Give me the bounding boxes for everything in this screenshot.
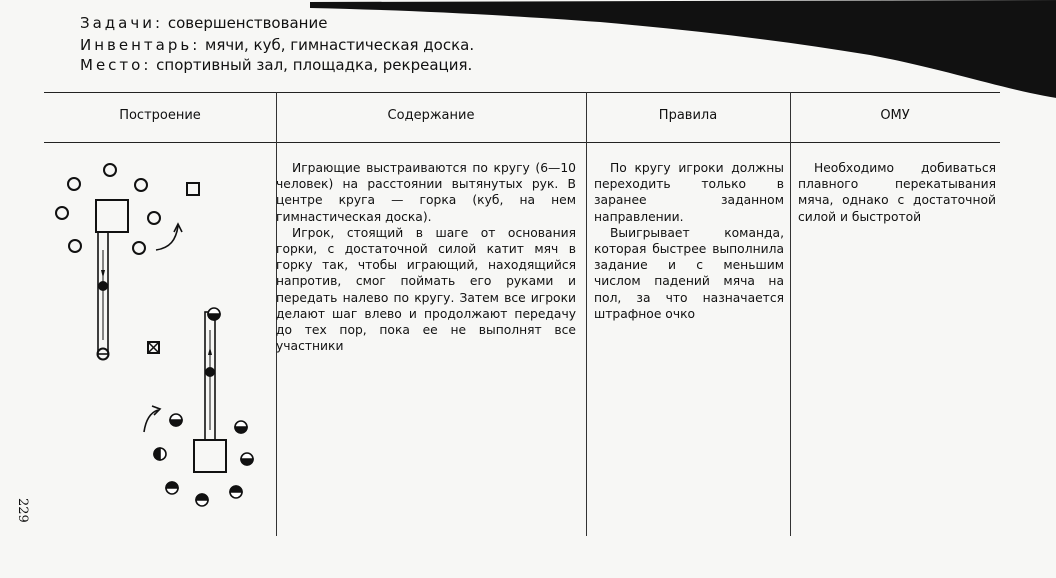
column-divider-3 (790, 92, 791, 536)
ball-marker (98, 281, 108, 291)
rules-paragraph: По кругу игроки должны переходить только в заранее заданном направлении. (594, 161, 784, 224)
header-omu: ОМУ (880, 108, 910, 123)
formation-diagram (44, 150, 276, 550)
cube (194, 440, 226, 472)
player-marker-filled (154, 448, 166, 460)
cube (96, 200, 128, 232)
tasks-text: совершенствование (167, 14, 328, 32)
header-rules: Правила (658, 108, 718, 123)
player-marker-filled (196, 494, 208, 506)
header-formation: Построение (119, 108, 201, 123)
equipment-label: Инвентарь: (80, 36, 201, 54)
content-paragraph: Играющие выстраиваются по кругу (6—10 человек) на расстоянии вытянутых рук. В центре круга — горка (куб, на нем гимнастическая доска). (276, 161, 576, 224)
header-content: Содержание (387, 108, 475, 123)
equipment-line (80, 36, 474, 54)
page-number: 229 (15, 498, 30, 523)
rules-paragraph: Выигрывает команда, которая быстрее выполнила задание и с меньшим числом падений мяча на пол, за что назначается штрафное очко (594, 225, 784, 321)
rules-cell (594, 160, 784, 322)
player-marker-filled (166, 482, 178, 494)
player-marker (135, 179, 147, 191)
player-marker (133, 242, 145, 254)
ball-marker (205, 367, 215, 377)
player-marker-filled (208, 308, 220, 320)
player-marker (69, 240, 81, 252)
player-marker (56, 207, 68, 219)
place-line (80, 56, 472, 74)
player-marker-filled (241, 453, 253, 465)
tasks-label: Задачи: (80, 14, 164, 32)
place-text: спортивный зал, площадка, рекреация. (156, 56, 473, 74)
table-top-rule (44, 92, 1000, 93)
omu-cell (798, 160, 996, 225)
player-marker-filled (235, 421, 247, 433)
place-label: Место: (80, 56, 152, 74)
player-marker-filled (230, 486, 242, 498)
player-marker-filled (170, 414, 182, 426)
omu-paragraph: Необходимо добиваться плавного перекатывания мяча, однако с достаточной силой и быстротой (798, 161, 996, 224)
column-divider-2 (586, 92, 587, 536)
table-header-rule (44, 142, 1000, 143)
player-marker (104, 164, 116, 176)
cube-legend (187, 183, 199, 195)
tasks-line (80, 14, 327, 32)
player-marker (68, 178, 80, 190)
equipment-text: мячи, куб, гимнастическая доска. (205, 36, 475, 54)
player-marker (148, 212, 160, 224)
content-paragraph: Игрок, стоящий в шаге от основания горки, с достаточной силой катит мяч в горку так, чтобы играющий, находящийся напротив, смог поймать его руками и передать налево по кругу. Затем все игроки делают шаг влево и продолжают передачу до тех пор, пока ее не выполнят все участники (276, 225, 576, 354)
content-cell (276, 160, 576, 354)
